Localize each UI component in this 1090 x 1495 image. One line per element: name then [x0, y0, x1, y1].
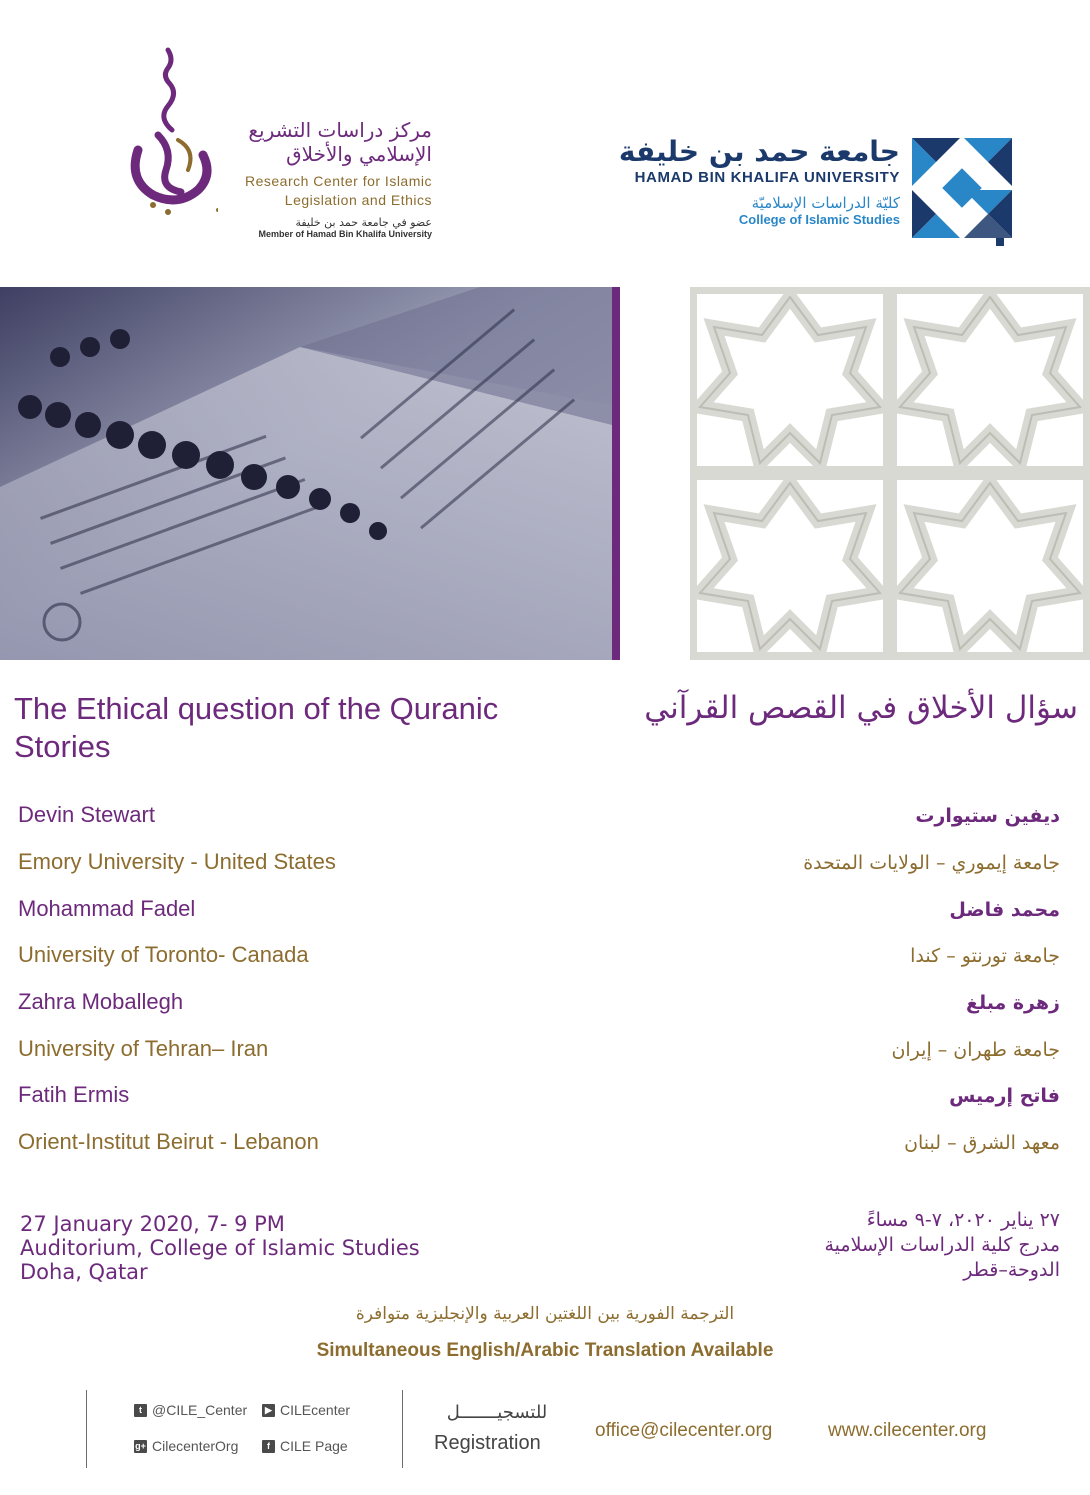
event-venue-ar: مدرج كلية الدراسات الإسلامية: [824, 1234, 1060, 1256]
speaker-name-ar: ديفين ستيوارت: [915, 805, 1060, 827]
speaker-name-en: Fatih Ermis: [18, 1082, 130, 1107]
facebook-icon: f: [262, 1440, 275, 1453]
translation-note-ar: الترجمة الفورية بين اللغتين العربية والإنجليزية متوافرة: [355, 1304, 735, 1324]
speaker-name-ar: محمد فاضل: [949, 899, 1060, 921]
speaker-affiliation-ar: جامعة طهران – إيران: [891, 1039, 1060, 1061]
speaker-affiliation-ar: جامعة إيموري – الولايات المتحدة: [803, 852, 1060, 874]
event-details-en: [20, 1212, 520, 1284]
speaker-affiliation-en: Orient-Institut Beirut - Lebanon: [18, 1129, 319, 1154]
college-name-ar: كليّة الدراسات الإسلاميّة: [751, 194, 900, 212]
cile-name-block: [232, 118, 432, 239]
speaker-name-en: Devin Stewart: [18, 802, 155, 827]
youtube-icon: ▶: [262, 1404, 275, 1417]
googleplus-link[interactable]: [134, 1438, 238, 1454]
email-link[interactable]: office@cilecenter.org: [595, 1420, 773, 1441]
event-venue-en: Auditorium, College of Islamic Studies: [20, 1236, 420, 1260]
registration-label-en: Registration: [434, 1432, 541, 1454]
title-ar: سؤال الأخلاق في القصص القرآني: [644, 690, 1078, 726]
googleplus-handle: CilecenterOrg: [152, 1438, 239, 1454]
cile-name-ar-line1: مركز دراسات التشريع: [248, 118, 432, 142]
quran-photo: [0, 287, 620, 660]
geometric-pattern: [690, 287, 1090, 660]
facebook-handle: CILE Page: [280, 1438, 348, 1454]
speaker-affiliation-en: University of Tehran– Iran: [18, 1036, 269, 1061]
speaker-affiliation-ar: جامعة تورنتو – كندا: [910, 945, 1060, 967]
hbku-logo: [912, 138, 1012, 246]
event-date-ar: ٢٧ يناير ٢٠٢٠، ٧-٩ مساءً: [866, 1209, 1060, 1231]
footer-divider: [402, 1390, 403, 1468]
registration-label-ar: للتسجيـــــــل: [446, 1402, 548, 1423]
cile-name-en-line2: Legislation and Ethics: [284, 192, 432, 208]
cile-name-en-line1: Research Center for Islamic: [244, 173, 432, 189]
twitter-icon: t: [134, 1404, 147, 1417]
speaker-name-ar: زهرة مبلغ: [965, 992, 1060, 1014]
speaker-name-en: Mohammad Fadel: [18, 896, 196, 921]
speaker-affiliation-ar: معهد الشرق – لبنان: [904, 1132, 1060, 1154]
event-city-en: Doha, Qatar: [20, 1260, 148, 1284]
speaker-affiliation-en: University of Toronto- Canada: [18, 942, 309, 967]
event-city-ar: الدوحة–قطر: [963, 1259, 1060, 1281]
hbku-name-en: HAMAD BIN KHALIFA UNIVERSITY: [634, 169, 900, 186]
college-name-en: College of Islamic Studies: [738, 212, 900, 227]
event-date-en: 27 January 2020, 7- 9 PM: [20, 1212, 285, 1236]
cile-name-ar-line2: الإسلامي والأخلاق: [286, 142, 432, 166]
cile-logo: [118, 40, 218, 230]
footer-divider: [86, 1390, 87, 1468]
hbku-name-block: [600, 135, 900, 227]
twitter-handle: @CILE_Center: [152, 1402, 248, 1418]
facebook-link[interactable]: [262, 1438, 348, 1454]
googleplus-icon: g+: [135, 1441, 146, 1451]
translation-note-en: Simultaneous English/Arabic Translation Available: [316, 1340, 774, 1361]
website-link[interactable]: www.cilecenter.org: [828, 1420, 987, 1441]
speaker-name-en: Zahra Moballegh: [18, 989, 184, 1014]
youtube-handle: CILEcenter: [280, 1402, 351, 1418]
cile-member-en: Member of Hamad Bin Khalifa University: [258, 229, 432, 239]
event-details-ar: [640, 1208, 1060, 1283]
twitter-link[interactable]: [134, 1402, 247, 1418]
title-en: The Ethical question of the Quranic Stories: [14, 691, 499, 764]
hbku-name-ar: جامعة حمد بن خليفة: [618, 135, 900, 168]
youtube-link[interactable]: [262, 1402, 350, 1418]
cile-member-ar: عضو في جامعة حمد بن خليفة: [295, 216, 432, 229]
speaker-affiliation-en: Emory University - United States: [18, 849, 336, 874]
speaker-name-ar: فاتح إرميس: [949, 1085, 1060, 1107]
